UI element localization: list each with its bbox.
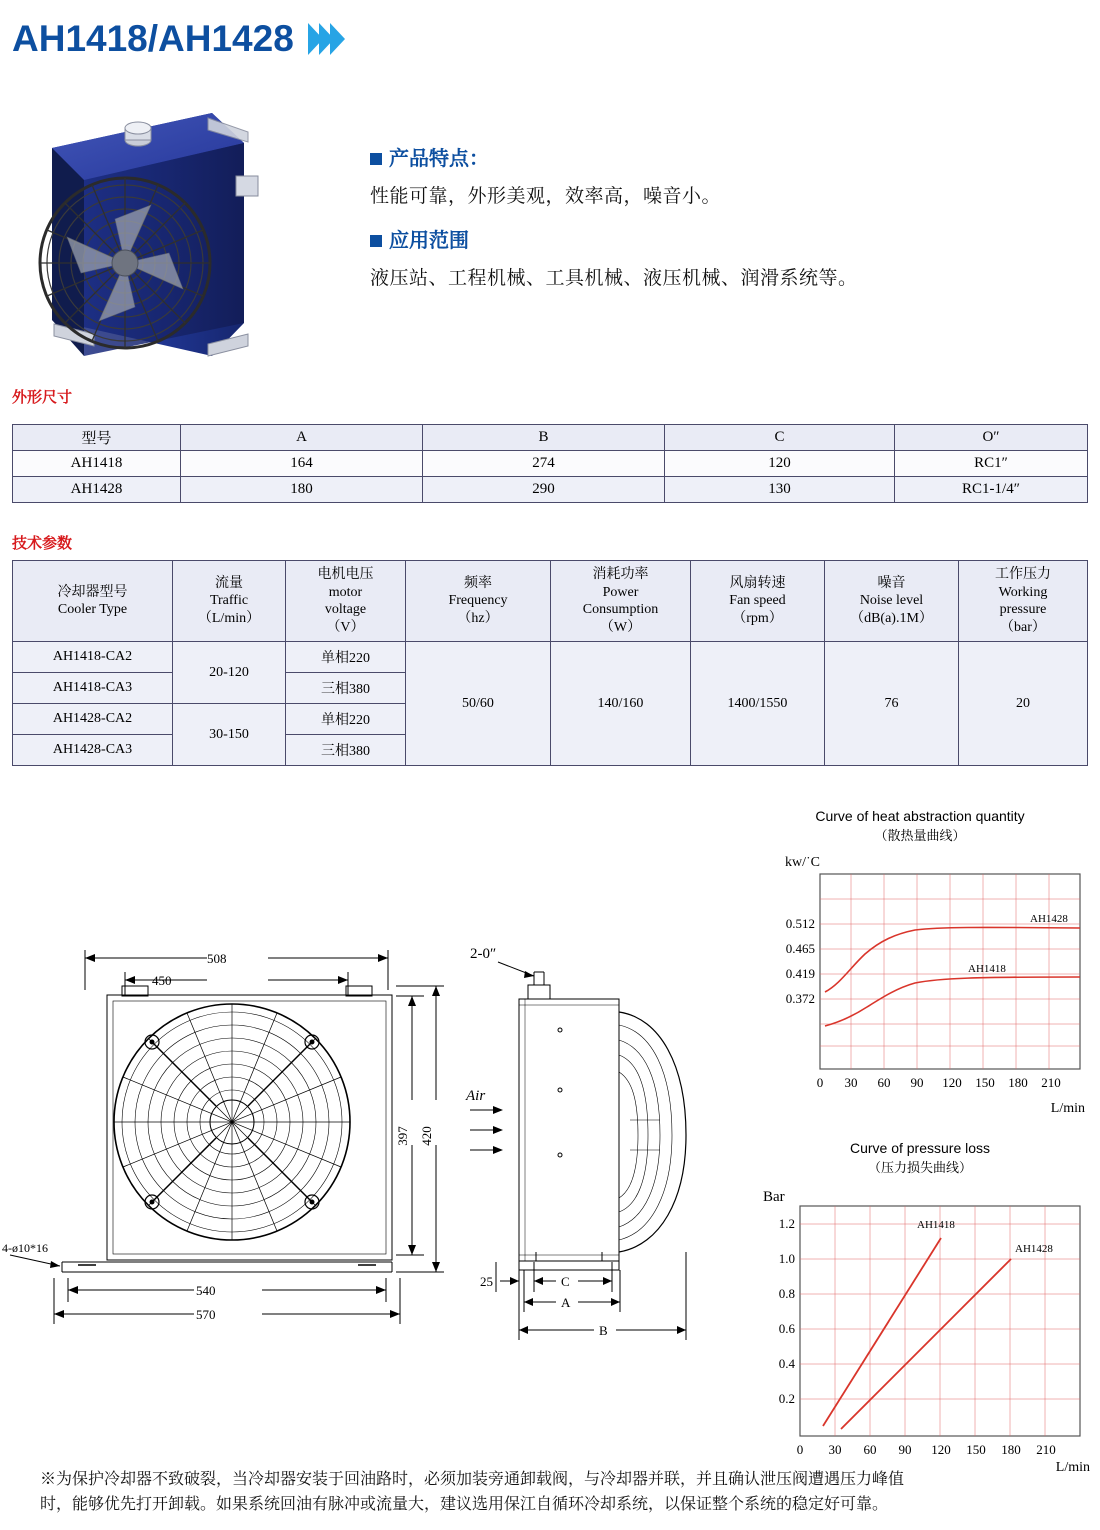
- chart1-xtick-0: 0: [816, 1075, 824, 1090]
- tech-model-4: AH1428-CA3: [13, 735, 173, 766]
- dim-label-508: 508: [207, 951, 227, 966]
- chart2-xtick-180: 180: [1001, 1442, 1021, 1457]
- dim-row2-a: 180: [181, 477, 423, 503]
- air-label: Air: [466, 1088, 486, 1104]
- chart2-ylabel: Bar: [763, 1189, 785, 1205]
- tech-model-1: AH1418-CA2: [13, 642, 173, 673]
- chart2-ytick-04: 0.4: [778, 1356, 795, 1371]
- tech-traffic-1: 20-120: [173, 642, 286, 704]
- tech-col-power: 消耗功率 Power Consumption （W）: [551, 561, 691, 642]
- engineering-drawings: [0, 800, 740, 1460]
- chart1-xtick-30: 30: [844, 1075, 858, 1090]
- footnote-line-1: ※为保护冷却器不致破裂，当冷却器安装于回油路时，必须加装旁通卸载阀，与冷却器并联，并且确认泄压阀遭遇压力峰值: [40, 1471, 905, 1488]
- tech-col-cooler-type: 冷却器型号 Cooler Type: [13, 561, 173, 642]
- chart1-xtick-150: 150: [975, 1075, 995, 1090]
- table-row: [13, 477, 1088, 503]
- tech-col-noise: 噪音 Noise level （dB(a).1M）: [825, 561, 959, 642]
- chart1-xtick-60: 60: [877, 1075, 891, 1090]
- tech-fan-speed: 1400/1550: [691, 642, 825, 766]
- chart1-xtick-90: 90: [910, 1075, 924, 1090]
- dim-row2-b: 290: [423, 477, 665, 503]
- tech-col-traffic: 流量 Traffic （L/min）: [173, 561, 286, 642]
- chart2-ytick-12: 1.2: [778, 1216, 795, 1231]
- dim-row1-c: 120: [665, 451, 895, 477]
- chart2-label-ah1418: AH1418: [917, 1219, 955, 1231]
- chart2-xtick-60: 60: [863, 1442, 877, 1457]
- page-title: [12, 18, 341, 60]
- dim-row1-a: 164: [181, 451, 423, 477]
- chart1-xtick-180: 180: [1008, 1075, 1028, 1090]
- tech-model-3: AH1428-CA2: [13, 704, 173, 735]
- tech-col-fan-speed: 风扇转速 Fan speed （rpm）: [691, 561, 825, 642]
- chart1-subtitle: （散热量曲线）: [874, 828, 966, 843]
- tech-power: 140/160: [551, 642, 691, 766]
- bullet-square-icon: [370, 153, 382, 165]
- product-photo: [12, 88, 342, 376]
- dim-label-450: 450: [152, 973, 172, 988]
- dim-label-C: C: [561, 1274, 570, 1289]
- dimensions-section-title: 外形尺寸: [12, 389, 73, 406]
- dim-label-B: B: [599, 1323, 608, 1338]
- dim-col-b: B: [423, 425, 665, 451]
- tech-frequency: 50/60: [406, 642, 551, 766]
- dim-row1-o: RC1″: [895, 451, 1088, 477]
- bullet-square-icon: [370, 235, 382, 247]
- dim-col-c: C: [665, 425, 895, 451]
- chart2-xtick-150: 150: [966, 1442, 986, 1457]
- chart1-ytick-0465: 0.465: [785, 941, 815, 956]
- chart2-ytick-08: 0.8: [778, 1286, 795, 1301]
- tech-traffic-2: 30-150: [173, 704, 286, 766]
- chart1-ytick-0512: 0.512: [785, 916, 815, 931]
- chart2-subtitle: （压力损失曲线）: [867, 1160, 972, 1175]
- tech-col-voltage: 电机电压 motor voltage （V）: [286, 561, 406, 642]
- dim-col-a: A: [181, 425, 423, 451]
- dim-row1-model: AH1418: [13, 451, 181, 477]
- dim-col-model: 型号: [13, 425, 181, 451]
- dimensions-table: [12, 424, 1088, 503]
- double-chevron-right-icon: [308, 23, 341, 55]
- dim-label-25: 25: [480, 1274, 493, 1289]
- chart2-title: Curve of pressure loss: [849, 1140, 991, 1156]
- pressure-loss-chart: [745, 1140, 1095, 1475]
- features-body-1: 性能可靠，外形美观，效率高，噪音小。: [370, 186, 722, 207]
- chart1-ylabel: kw/˙C: [785, 855, 820, 870]
- features-heading-2: 应用范围: [370, 224, 1070, 253]
- heat-abstraction-chart: [745, 808, 1095, 1138]
- dim-row1-b: 274: [423, 451, 665, 477]
- page-title-text: AH1418/AH1428: [12, 18, 294, 59]
- chart2-ytick-06: 0.6: [778, 1321, 795, 1336]
- tech-voltage-1: 单相220: [286, 642, 406, 673]
- dim-label-540: 540: [196, 1283, 216, 1298]
- dim-label-A: A: [561, 1295, 571, 1310]
- features-block: [370, 142, 1070, 306]
- technical-parameters-table: [12, 560, 1088, 766]
- footnote: [40, 1468, 1070, 1518]
- chart1-xtick-120: 120: [942, 1075, 962, 1090]
- dim-row2-o: RC1-1/4″: [895, 477, 1088, 503]
- chart1-label-ah1418: AH1418: [968, 963, 1006, 975]
- dim-label-397: 397: [395, 1126, 410, 1146]
- tech-voltage-2: 三相380: [286, 673, 406, 704]
- table-row: [13, 642, 1088, 673]
- chart2-label-ah1428: AH1428: [1015, 1243, 1053, 1255]
- chart1-title: Curve of heat abstraction quantity: [815, 808, 1025, 824]
- dim-col-o: O″: [895, 425, 1088, 451]
- chart2-ytick-02: 0.2: [778, 1391, 795, 1406]
- port-note-label: 2-0″: [470, 946, 497, 962]
- chart2-xtick-210: 210: [1036, 1442, 1056, 1457]
- chart1-ytick-0372: 0.372: [785, 991, 815, 1006]
- chart2-ytick-10: 1.0: [778, 1251, 795, 1266]
- dim-label-570: 570: [196, 1307, 216, 1322]
- table-row: [13, 451, 1088, 477]
- chart1-xtick-210: 210: [1041, 1075, 1061, 1090]
- chart1-ytick-0419: 0.419: [785, 966, 815, 981]
- tech-col-pressure: 工作压力 Working pressure （bar）: [959, 561, 1088, 642]
- tech-voltage-3: 单相220: [286, 704, 406, 735]
- footnote-line-2: 时，能够优先打开卸载。如果系统回油有脉冲或流量大，建议选用保江自循环冷却系统，以保证整个系统的稳定好可靠。: [40, 1495, 889, 1513]
- chart2-xtick-90: 90: [898, 1442, 912, 1457]
- table-header-row: [13, 425, 1088, 451]
- table-header-row: [13, 561, 1088, 642]
- tech-pressure: 20: [959, 642, 1088, 766]
- dim-row2-model: AH1428: [13, 477, 181, 503]
- chart1-label-ah1428: AH1428: [1030, 913, 1068, 925]
- dim-label-420: 420: [419, 1126, 434, 1146]
- features-body-2: 液压站、工程机械、工具机械、液压机械、润滑系统等。: [370, 268, 858, 289]
- tech-noise: 76: [825, 642, 959, 766]
- features-heading-1: 产品特点：: [370, 142, 1070, 171]
- chart2-xtick-120: 120: [931, 1442, 951, 1457]
- chart1-xlabel: L/min: [1050, 1101, 1085, 1116]
- tech-col-frequency: 频率 Frequency （hz）: [406, 561, 551, 642]
- chart2-xlabel: L/min: [1055, 1460, 1090, 1475]
- hole-note-label: 4-ø10*16: [2, 1241, 48, 1255]
- tech-section-title: 技术参数: [12, 535, 73, 552]
- tech-voltage-4: 三相380: [286, 735, 406, 766]
- chart2-xtick-30: 30: [828, 1442, 842, 1457]
- dim-row2-c: 130: [665, 477, 895, 503]
- chart2-xtick-0: 0: [796, 1442, 804, 1457]
- tech-model-2: AH1418-CA3: [13, 673, 173, 704]
